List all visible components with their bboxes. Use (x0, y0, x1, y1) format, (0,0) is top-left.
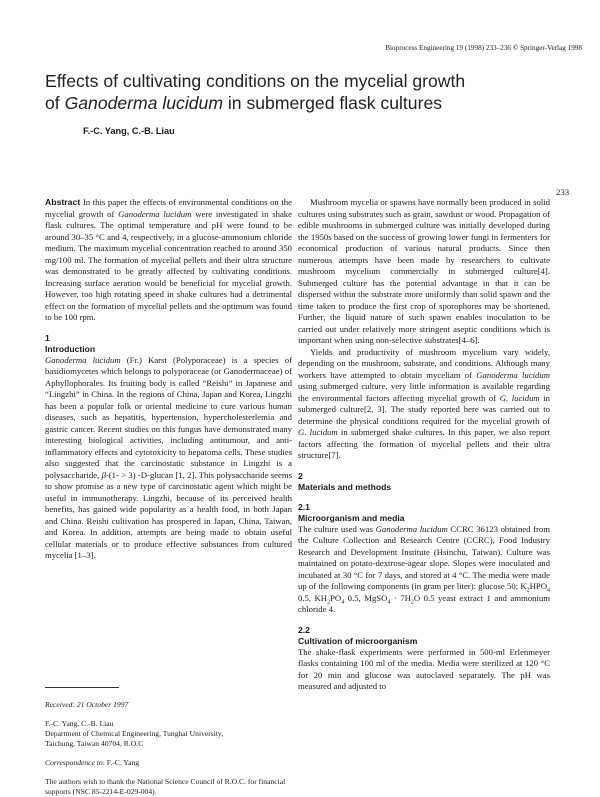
acknowledgement: The authors wish to thank the National Science Council of R.O.C. for financial supports (NSC 85-2214-E-029-004). (45, 777, 286, 796)
left-column (45, 197, 292, 562)
intro-paragraph: Ganoderma lucidum (Fr.) Karst (Polyporaceae) is a species of basidiomycetes which belongs to polyporaceae (or Ganodermaceae) of Aphyllophorales. Its fruiting body is called “Reishi” in Japanese and “Lingzhi” in China. In the regions of China, Japan and Korea, Lingzhi has been a popular folk or oriental medicine to cure various human diseases, such as hepatitis, hypertension, hypercholesterlemia and gastric cancer. Recent studies on this fungus have demonstrated many interesting biological activities, including antitumour, and anti-inflammatory effects and cytotoxicity to hepatoma cells. These studies also suggested that the carcinostatic substance in Lingzhi is a polysaccharide, β-(1- > 3) -D-glucan [1, 2]. This polysaccharide seems to show promise as a new type of carcinostatic agent which might be useful in immunotherapy. Lingzhi, because of its perceived health benefits, has gained wide popularity as a health food, in both Japan and China. Reishi cultivation has prospered in Japan, China, Taiwan, and Korea. In addition, attempts are being made to obtain useful cellular materials or to produce effective substances from cultured mycelia [1–3]. (45, 354, 292, 560)
right-column (298, 197, 550, 693)
section-heading-cultivation: Cultivation of microorganism (298, 635, 418, 646)
footnotes (45, 700, 292, 797)
affiliation-department: Department of Chemical Engineering, Tunghai University, (45, 729, 224, 738)
affiliation-authors: F.-C. Yang, C.-B. Liau (45, 719, 114, 728)
title-line-1: Effects of cultivating conditions on the mycelial growth (45, 71, 466, 91)
paragraph-culture: The culture used was Ganoderma lucidum CCRC 36123 obtained from the Culture Collection and Research Centre (CCRC), Food Industry Research and Development Institute (Hsinchu, Taiwan). Culture was maintained on potato-dextrose-agear slope. Slopes were inoculated and incubated at 30 °C for 7 days, and stored at 4 °C. The media were made up of the following components (in gram per liter): glucose 50; $K_2HPO_4$ 0.5, $KH_2PO_4$ 0.5, MgSO$_4$ · $7H_2O$ 0.5 yeast extract 1 and ammonium chloride 4. (298, 523, 551, 614)
paragraph-yields: Yields and productivity of mushroom mycelium vary widely, depending on the mushroom, substrate, and conditions. Although many workers have attempted to obtain myceliam of Ganoderma lucidum using submerged culture, very little information is available regarding the environmental factors affecting mycelial growth of G. lucidum in submerged culture[2, 3]. The study reported here was carried out to determine the physical conditions required for the mycelial growth of G. lucidum in submerged shake cultures. In this paper, we also report factors affecting the formation of mycelial pellets and their ultra structure[7]. (298, 346, 550, 460)
page-number: 233 (556, 187, 570, 197)
abstract-label: Abstract (45, 197, 81, 207)
correspondence: Correspondence to: F.-C. Yang (45, 758, 140, 767)
journal-citation: Bioprocess Engineering 19 (1998) 233–236 © Springer-Verlag 1998 (385, 44, 582, 52)
species-name: Ganoderma lucidum (64, 93, 223, 113)
section-number-1: 1 (45, 332, 50, 343)
abstract: Abstract In this paper the effects of environmental conditions on the mycelial growth of Ganoderma lucidum were investigated in shake flask cultures. The optimal temperature and pH were found to be around 30–35 °C and 4, respectively, in a glucose-ammonium chloride medium. The maximum mycelial concentration reached to around 350 mg/100 ml. The formation of mycelial pellets and their ultra structure was demonstrated to be greatly affected by cultivating conditions. Increasing surface aeration would be beneficial for mycelial growth. However, too high rotating speed in shake cultures had a detrimental effect on the formation of mycelial pellets and the optimum was found to be 100 rpm. (45, 197, 292, 322)
received-date: Received: 21 October 1997 (45, 700, 129, 709)
footnote-rule (45, 687, 119, 688)
paper-title (45, 70, 565, 114)
affiliation-address: Taichung, Taiwan 40704, R.O.C (45, 739, 144, 748)
paragraph-shake-flask: The shake-flask experiments were performed in 500-ml Erlenmeyer flasks containing 100 ml of the media. Media were sterilized at 120 °C for 20 min and glucose was autoclaved separately. The pH was measured and adjusted to (298, 646, 550, 691)
section-heading-introduction: Introduction (45, 343, 96, 354)
section-number-2-1: 2.1 (298, 501, 310, 512)
section-heading-materials-methods: Materials and methods (298, 481, 392, 492)
paragraph-mushroom-mycelia: Mushroom mycelia or spawns have normally been produced in solid cultures using substrates such as grain, sawdust or wood. Propagation of edible mushrooms in submerged culture was initially developed during the 1950s based on the success of growing lower fungi in fermenters for economical production of various natural products. Since then numerous attempts have been made by researchers to cultivate mushroom mycelium commercially in submerged culture[4]. Submerged culture has the potential advantage in that it can be dispersed within the substrate more uniformly than solid spawn and the time taken to produce the first crop of sporophores may be shortened. Further, the liquid nature of such spawn enables inoculation to be carried out under relatively more stringent aseptic conditions which is important when using non-selective substrates[4–6]. (298, 197, 550, 345)
section-number-2-2: 2.2 (298, 624, 310, 635)
section-number-2: 2 (298, 470, 303, 481)
section-heading-microorganism-media: Microorganism and media (298, 512, 405, 523)
author-list: F.-C. Yang, C.-B. Liau (83, 126, 175, 136)
title-line-2: of Ganoderma lucidum in submerged flask cultures (45, 93, 443, 113)
